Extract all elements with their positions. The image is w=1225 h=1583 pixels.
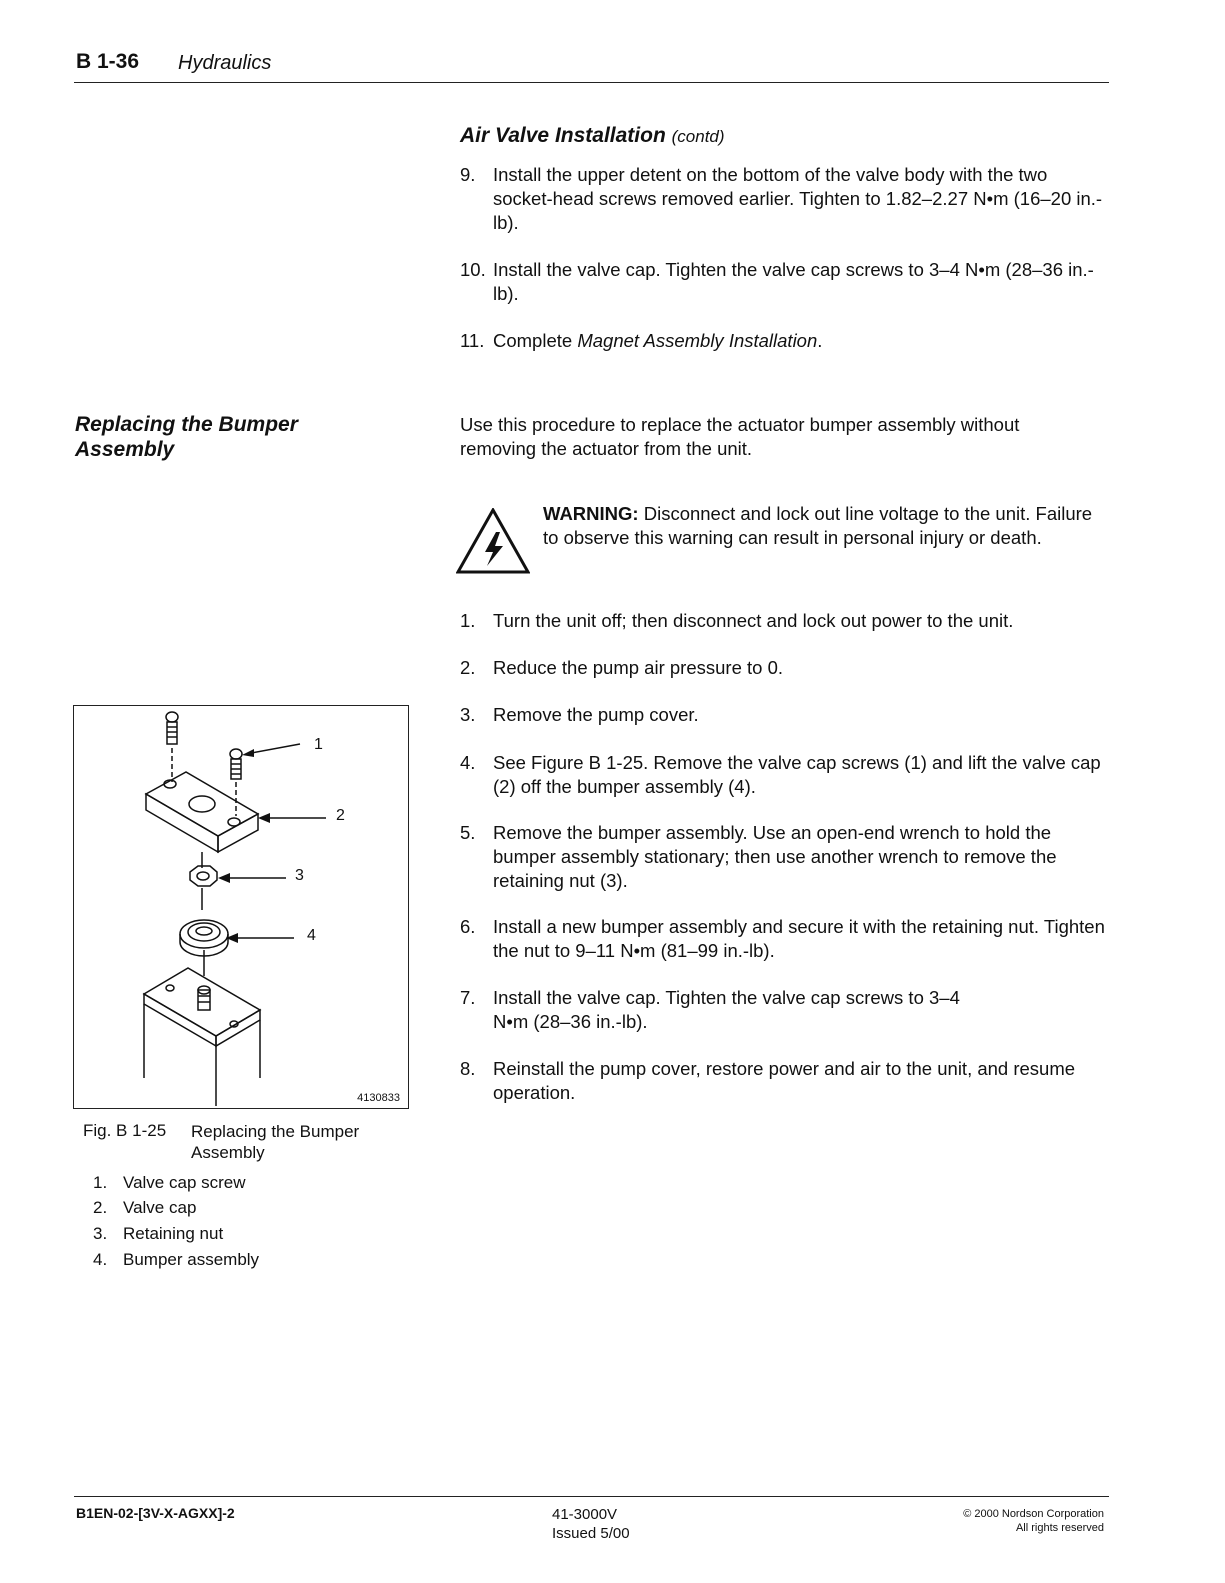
- air-valve-step-9: [460, 163, 1110, 235]
- figure-callout-4: 4: [307, 927, 316, 944]
- step-number: 1.: [460, 610, 476, 631]
- step-text: Install the valve cap. Tighten the valve cap screws to 3–4 N•m (28–36 in.-lb).: [493, 259, 1094, 304]
- figure-callout-2: 2: [336, 807, 345, 824]
- bumper-step-5: [460, 821, 1110, 893]
- header-rule: [74, 82, 1109, 83]
- step-number: 2.: [460, 657, 476, 678]
- figure-legend-item: [93, 1250, 259, 1270]
- bumper-step-8: [460, 1057, 1110, 1105]
- step-number: 4.: [460, 752, 476, 773]
- air-valve-heading: [460, 124, 725, 148]
- bumper-side-heading: [75, 412, 298, 462]
- step-text: Remove the bumper assembly. Use an open-end wrench to hold the bumper assembly stationary; then use another wrench to remove the retaining nut (3).: [493, 822, 1057, 891]
- step-text: Turn the unit off; then disconnect and lock out power to the unit.: [493, 610, 1014, 631]
- footer-rights: All rights reserved: [1015, 1522, 1104, 1534]
- step-text: Install a new bumper assembly and secure it with the retaining nut. Tighten the nut to 9–11 N•m (81–99 in.-lb).: [493, 916, 1105, 961]
- air-valve-heading-text: Air Valve Installation: [460, 124, 666, 147]
- bumper-intro: Use this procedure to replace the actuator bumper assembly without removing the actuator from the unit.: [460, 414, 1020, 459]
- warning-label: WARNING:: [543, 503, 639, 524]
- step-number: 7.: [460, 987, 476, 1008]
- step-text: See Figure B 1-25. Remove the valve cap screws (1) and lift the valve cap (2) off the bumper assembly (4).: [493, 752, 1101, 797]
- bumper-step-6: [460, 915, 1110, 963]
- step-text: Install the valve cap. Tighten the valve cap screws to 3–4 N•m (28–36 in.-lb).: [493, 987, 960, 1032]
- step-text: Reduce the pump air pressure to 0.: [493, 657, 783, 678]
- bumper-step-7: [460, 986, 980, 1034]
- step-number: 6.: [460, 916, 476, 937]
- bumper-step-3: [460, 703, 1110, 727]
- electrical-hazard-warning-icon: [456, 508, 530, 574]
- step-text-prefix: Complete: [493, 330, 578, 351]
- footer-part-number: 41-3000V: [552, 1506, 618, 1523]
- section-code: B 1-36: [76, 50, 140, 73]
- section-title: Hydraulics: [178, 52, 272, 74]
- bumper-assembly-figure: [73, 705, 409, 1109]
- step-text: Remove the pump cover.: [493, 704, 699, 725]
- step-text-reference: Magnet Assembly Installation: [577, 330, 818, 351]
- bumper-step-4: [460, 751, 1110, 799]
- legend-text: Valve cap: [123, 1198, 197, 1217]
- bumper-side-heading-line1: Replacing the Bumper: [75, 413, 298, 436]
- figure-legend-item: [93, 1198, 196, 1218]
- air-valve-heading-suffix: (contd): [671, 127, 725, 146]
- step-number: 8.: [460, 1058, 476, 1079]
- figure-legend-item: [93, 1173, 246, 1193]
- legend-number: 3.: [93, 1224, 108, 1243]
- bumper-step-1: [460, 609, 1110, 633]
- legend-text: Valve cap screw: [123, 1173, 246, 1192]
- legend-number: 2.: [93, 1198, 108, 1217]
- bumper-assembly-diagram: [74, 706, 407, 1107]
- footer-part-info: [552, 1505, 630, 1543]
- bumper-side-heading-line2: Assembly: [75, 438, 175, 461]
- warning-body: Disconnect and lock out line voltage to the unit. Failure to observe this warning can result in personal injury or death.: [543, 503, 1093, 548]
- step-text: Reinstall the pump cover, restore power and air to the unit, and resume operation.: [493, 1058, 1076, 1103]
- bumper-step-2: [460, 656, 1110, 680]
- footer-rule: [74, 1496, 1109, 1497]
- step-text-suffix: .: [817, 330, 823, 351]
- legend-number: 1.: [93, 1173, 108, 1192]
- step-number: 5.: [460, 822, 476, 843]
- warning-message: [543, 502, 1103, 550]
- air-valve-step-10: [460, 258, 1110, 306]
- footer-copyright-block: [930, 1507, 1104, 1535]
- footer-copyright: © 2000 Nordson Corporation: [963, 1508, 1104, 1520]
- legend-text: Retaining nut: [123, 1224, 224, 1243]
- figure-legend-item: [93, 1224, 223, 1244]
- footer-doc-code: B1EN-02-[3V-X-AGXX]-2: [76, 1505, 235, 1521]
- step-number: 11.: [460, 330, 485, 351]
- step-number: 3.: [460, 704, 476, 725]
- figure-callout-1: 1: [314, 736, 323, 753]
- step-text: [493, 329, 1110, 353]
- legend-text: Bumper assembly: [123, 1250, 260, 1269]
- footer-issued: Issued 5/00: [552, 1525, 630, 1542]
- figure-id: 4130833: [357, 1092, 400, 1104]
- figure-caption-label: Fig. B 1-25: [83, 1121, 167, 1140]
- air-valve-step-11: [460, 329, 1110, 353]
- figure-caption-text: Replacing the Bumper Assembly: [191, 1122, 360, 1162]
- step-number: 10.: [460, 259, 486, 280]
- step-text: Install the upper detent on the bottom of the valve body with the two socket-head screws removed earlier. Tighten to 1.82–2.27 N•m (16–20 in.-lb).: [493, 164, 1103, 233]
- figure-callout-3: 3: [295, 867, 304, 884]
- legend-number: 4.: [93, 1250, 108, 1269]
- step-number: 9.: [460, 164, 476, 185]
